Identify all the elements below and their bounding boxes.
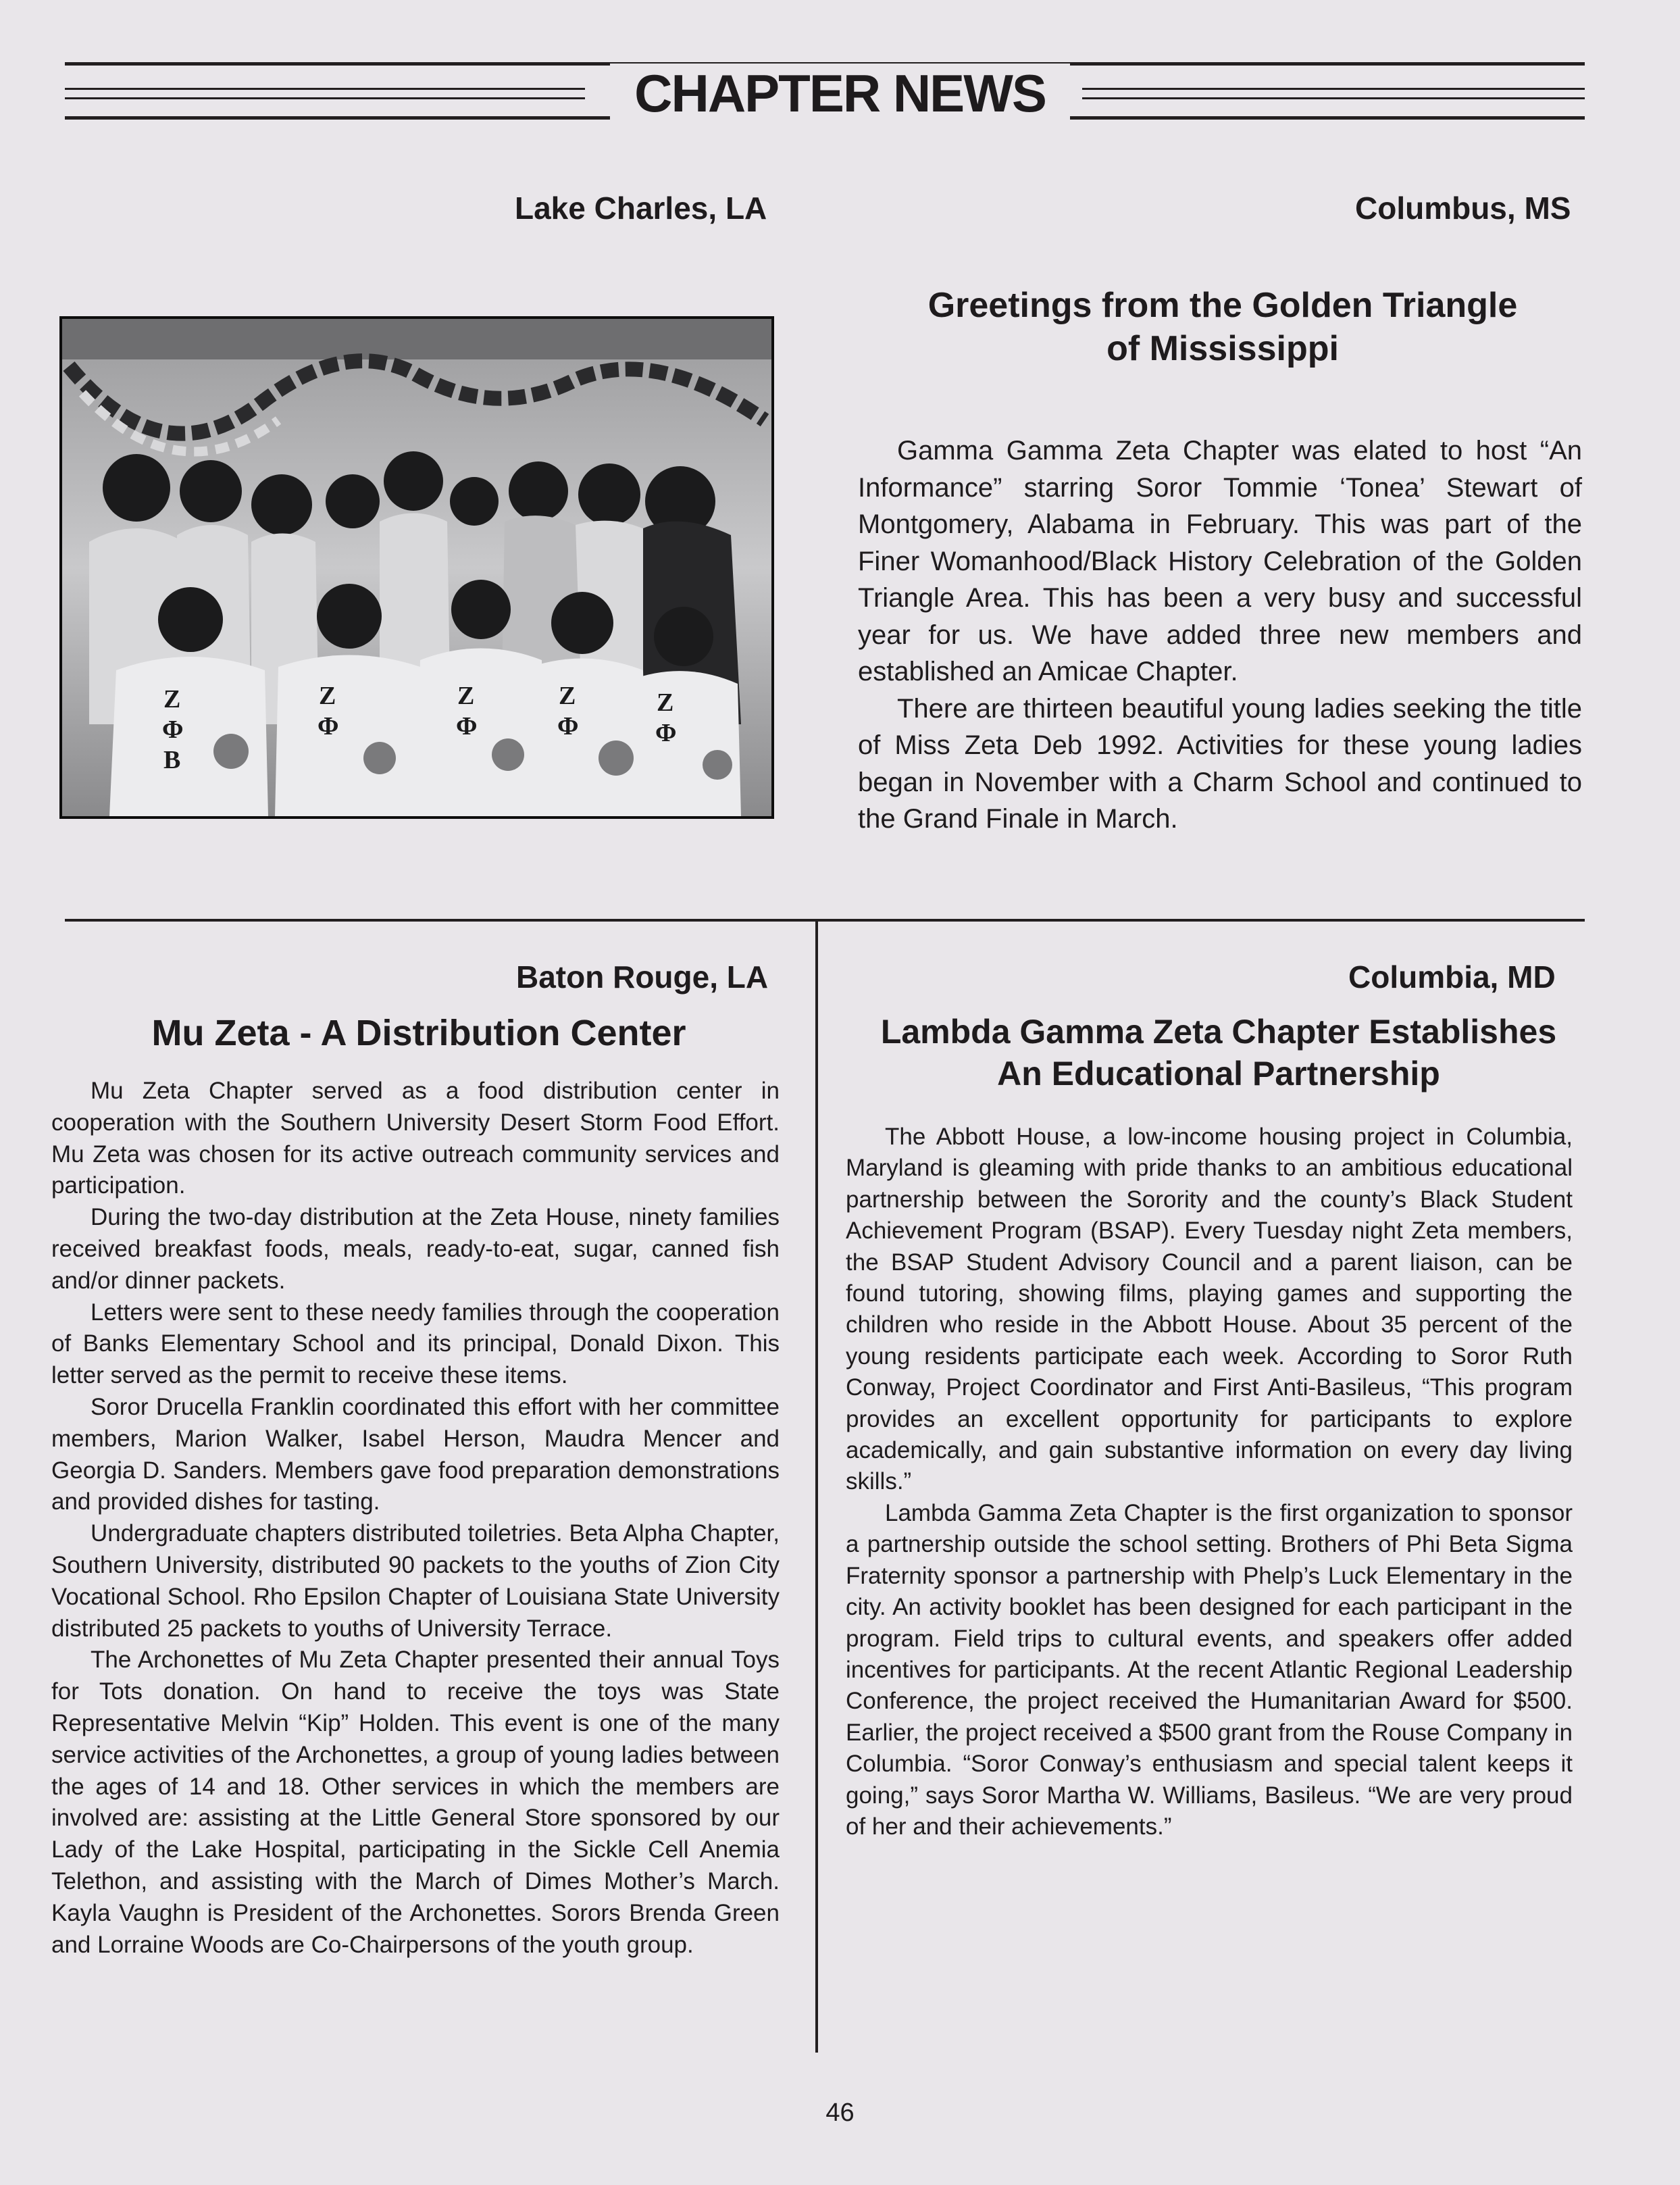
article-baton-rouge-body: [51, 1076, 780, 1961]
svg-text:Z: Z: [319, 682, 336, 710]
svg-text:Φ: Φ: [162, 715, 184, 744]
location-lake-charles: Lake Charles, LA: [515, 191, 767, 226]
svg-text:Z: Z: [657, 688, 674, 717]
headline-mu-zeta: Mu Zeta - A Distribution Center: [151, 1013, 686, 1053]
column-divider-vertical: [815, 920, 818, 2053]
article-paragraph: Mu Zeta Chapter served as a food distribution center in cooperation with the Southern University Desert Storm Food Effort. Mu Zeta was chosen for its active outreach community services and participation.: [51, 1078, 780, 1199]
headline-golden-triangle-line1: Greetings from the Golden Triangle: [927, 286, 1518, 325]
svg-text:Φ: Φ: [456, 712, 478, 740]
section-divider-horizontal: [65, 919, 1585, 922]
headline-lambda-gamma-zeta-line2: An Educational Partnership: [997, 1055, 1440, 1092]
article-paragraph: The Archonettes of Mu Zeta Chapter presented their annual Toys for Tots donation. On hand to receive the toys was State Representative Melvin “Kip” Holden. This event is one of the many service activities of the Archonettes, a group of young ladies between the ages of 14 and 18. Other services in which the members are involved are: assisting at the Little General Store sponsored by our Lady of the Lake Hospital, participating in the Sickle Cell Anemia Telethon, and assisting with the March of Dimes Mother’s March. Kayla Vaughn is President of the Archonettes. Sorors Brenda Green and Lorraine Woods are Co-Chairpersons of the youth group.: [51, 1647, 780, 1958]
location-columbus: Columbus, MS: [1355, 191, 1571, 226]
group-photo: [59, 316, 774, 819]
svg-text:Z: Z: [163, 685, 181, 713]
masthead-title: CHAPTER NEWS: [0, 59, 1680, 127]
article-paragraph: Gamma Gamma Zeta Chapter was elated to host “An Informance” starring Soror Tommie ‘Tonea’ Stewart of Montgomery, Alabama in February. This was part of the Finer Womanhood/Black History Celebration of the Golden Triangle Area. This has been a very busy and successful year for us. We have added three new members and established an Amicae Chapter.: [858, 436, 1582, 686]
article-paragraph: During the two-day distribution at the Zeta House, ninety families received breakfast foods, meals, ready-to-eat, sugar, canned fish and/or dinner packets.: [51, 1204, 780, 1294]
article-paragraph: Letters were sent to these needy families through the cooperation of Banks Elementary School and its principal, Donald Dixon. This letter served as the permit to receive these items.: [51, 1299, 780, 1389]
svg-text:Z: Z: [559, 682, 576, 710]
headline-golden-triangle: [848, 284, 1597, 370]
group-photo-icon: [62, 319, 771, 816]
article-paragraph: Soror Drucella Franklin coordinated this effort with her committee members, Marion Walker, Isabel Herson, Maudra Mencer and Georgia D. Sanders. Members gave food preparation demonstrations and provided dishes for tasting.: [51, 1393, 780, 1515]
article-paragraph: There are thirteen beautiful young ladies seeking the title of Miss Zeta Deb 1992. Activities for these young ladies began in November with a Charm School and continued to the Grand Finale in March.: [858, 693, 1582, 834]
article-paragraph: The Abbott House, a low-income housing project in Columbia, Maryland is gleaming with pride thanks to an ambitious educational partnership between the Sorority and the county’s Black Student Achievement Program (BSAP). Every Tuesday night Zeta members, the BSAP Student Advisory Council and a parent liaison, can be found tutoring, showing films, playing games and supporting the children who reside in the Abbott House. About 35 percent of the young residents participate each week. According to Soror Ruth Conway, Project Coordinator and First Anti-Basileus, “This program provides an excellent opportunity for participants to explore academically, and gain substantive information on every day living skills.”: [846, 1124, 1573, 1495]
location-columbia: Columbia, MD: [1348, 959, 1556, 995]
article-columbia-body: [846, 1122, 1573, 1842]
location-baton-rouge: Baton Rouge, LA: [516, 959, 769, 995]
headline-golden-triangle-line2: of Mississippi: [1106, 329, 1339, 368]
svg-text:Φ: Φ: [317, 712, 339, 740]
svg-text:B: B: [163, 746, 181, 774]
svg-text:Z: Z: [457, 682, 475, 710]
svg-text:Φ: Φ: [557, 712, 579, 740]
article-paragraph: Undergraduate chapters distributed toiletries. Beta Alpha Chapter, Southern University, distributed 90 packets to the youths of Zion City Vocational School. Rho Epsilon Chapter of Louisiana State University distributed 25 packets to youths of University Terrace.: [51, 1520, 780, 1642]
headline-lambda-gamma-zeta: [843, 1011, 1594, 1095]
article-columbus-body: [858, 432, 1582, 838]
svg-text:Φ: Φ: [655, 719, 677, 747]
article-paragraph: Lambda Gamma Zeta Chapter is the first organization to sponsor a partnership outside the school setting. Brothers of Phi Beta Sigma Fraternity sponsor a partnership with Phelp’s Luck Elementary in the city. An activity booklet has been designed for each participant in the program. Field trips to cultural events, and speakers offer added incentives for participants. At the recent Atlantic Regional Leadership Conference, the project received the Humanitarian Award for $500. Earlier, the project received a $500 grant from the Rouse Company in Columbia. “Soror Conway’s enthusiasm and special talent keeps it going,” says Soror Martha W. Williams, Basileus. “We are very proud of her and their achievements.”: [846, 1499, 1573, 1840]
headline-lambda-gamma-zeta-line1: Lambda Gamma Zeta Chapter Establishes: [880, 1013, 1557, 1051]
page-number: 46: [825, 2099, 855, 2127]
